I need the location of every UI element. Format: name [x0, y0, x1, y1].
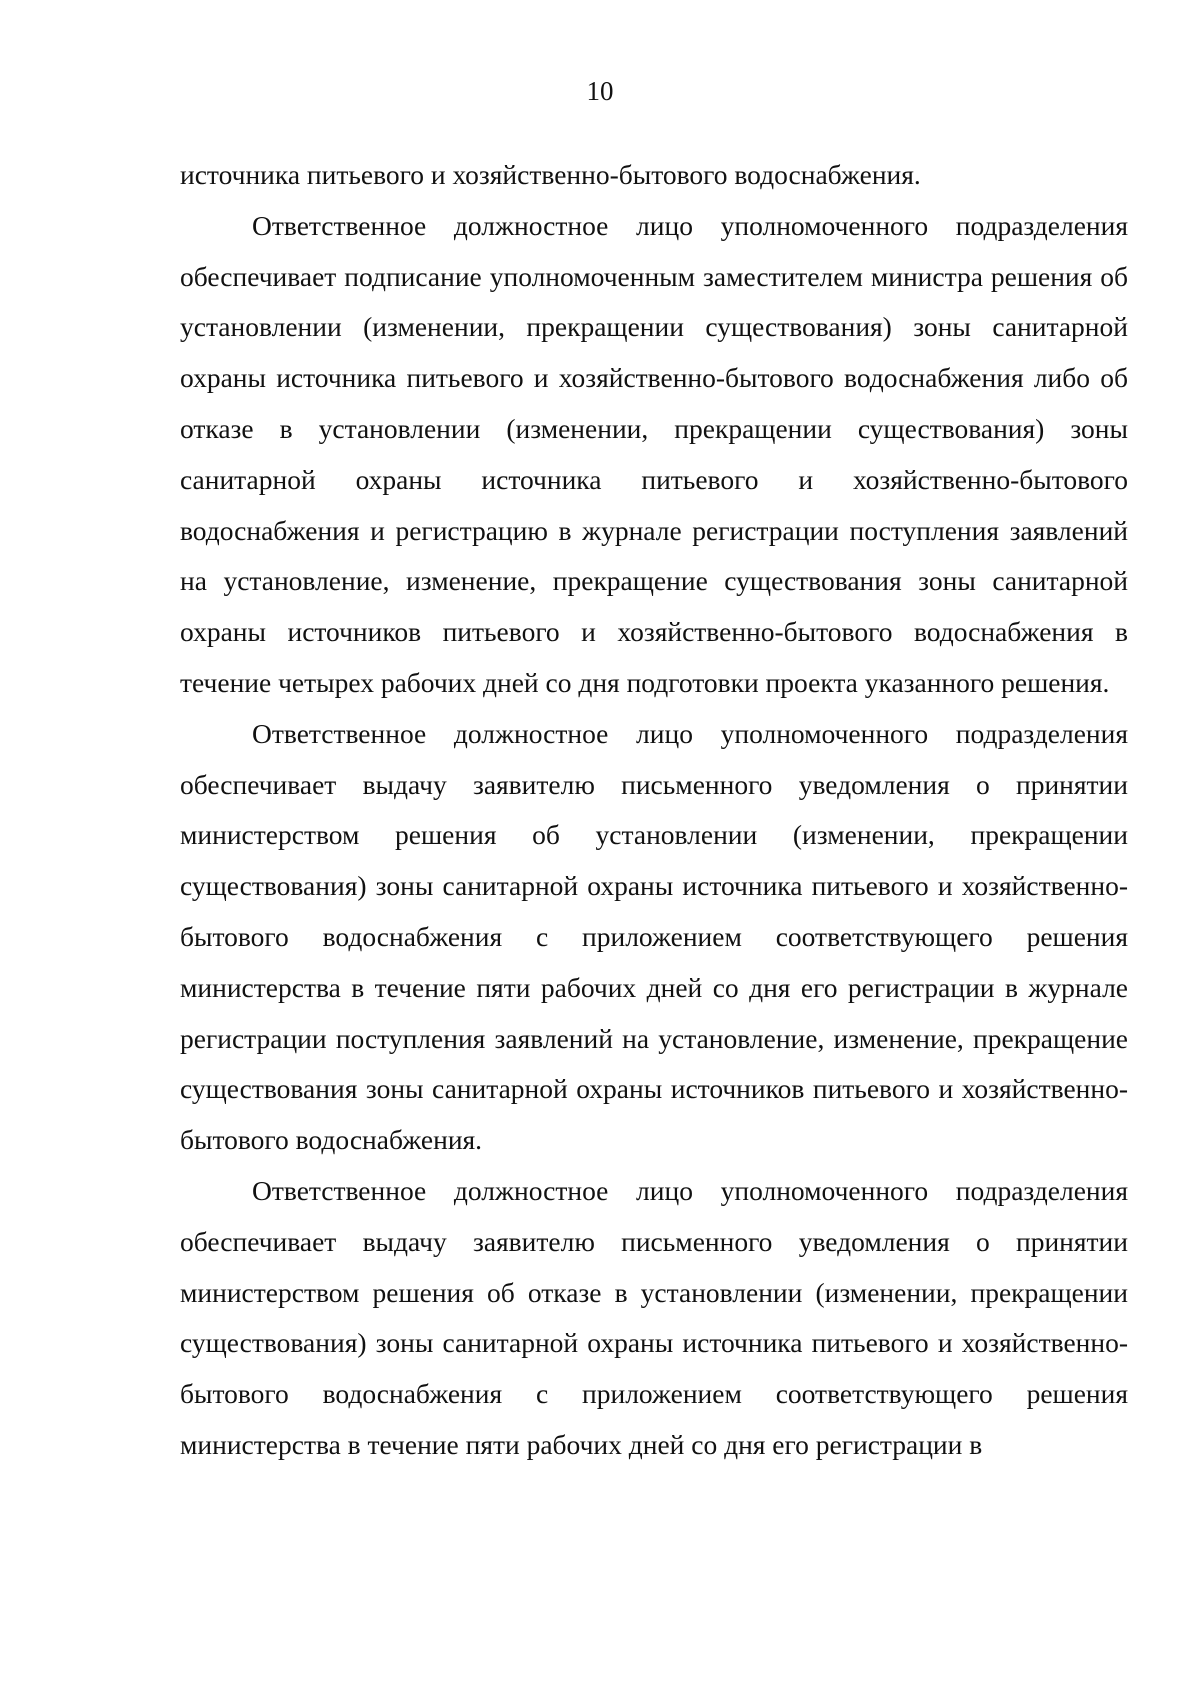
paragraph-notice-of-establishment: Ответственное должностное лицо уполномоченного подразделения обеспечивает выдачу заявителю письменного уведомления о принятии министерством решения об установлении (изменении, прекращении существования) зоны санитарной охраны источника питьевого и хозяйственно-бытового водоснабжения с приложением соответствующего решения министерства в течение пяти рабочих дней со дня его регистрации в журнале регистрации поступления заявлений на установление, изменение, прекращение существования зоны санитарной охраны источников питьевого и хозяйственно-бытового водоснабжения. — [180, 717, 1128, 1156]
paragraph-signing-decision: Ответственное должностное лицо уполномоченного подразделения обеспечивает подписание уполномоченным заместителем министра решения об установлении (изменении, прекращении существования) зоны санитарной охраны источника питьевого и хозяйственно-бытового водоснабжения либо об отказе в установлении (изменении, прекращении существования) зоны санитарной охраны источника питьевого и хозяйственно-бытового водоснабжения и регистрацию в журнале регистрации поступления заявлений на установление, изменение, прекращение существования зоны санитарной охраны источников питьевого и хозяйственно-бытового водоснабжения в течение четырех рабочих дней со дня подготовки проекта указанного решения. — [180, 209, 1128, 698]
document-body — [180, 150, 1128, 1471]
page-number: 10 — [586, 76, 614, 106]
paragraph-continuation: источника питьевого и хозяйственно-бытового водоснабжения. — [180, 159, 921, 190]
paragraph-notice-of-refusal: Ответственное должностное лицо уполномоченного подразделения обеспечивает выдачу заявителю письменного уведомления о принятии министерством решения об отказе в установлении (изменении, прекращении существования) зоны санитарной охраны источника питьевого и хозяйственно-бытового водоснабжения с приложением соответствующего решения министерства в течение пяти рабочих дней со дня его регистрации в — [180, 1174, 1128, 1460]
